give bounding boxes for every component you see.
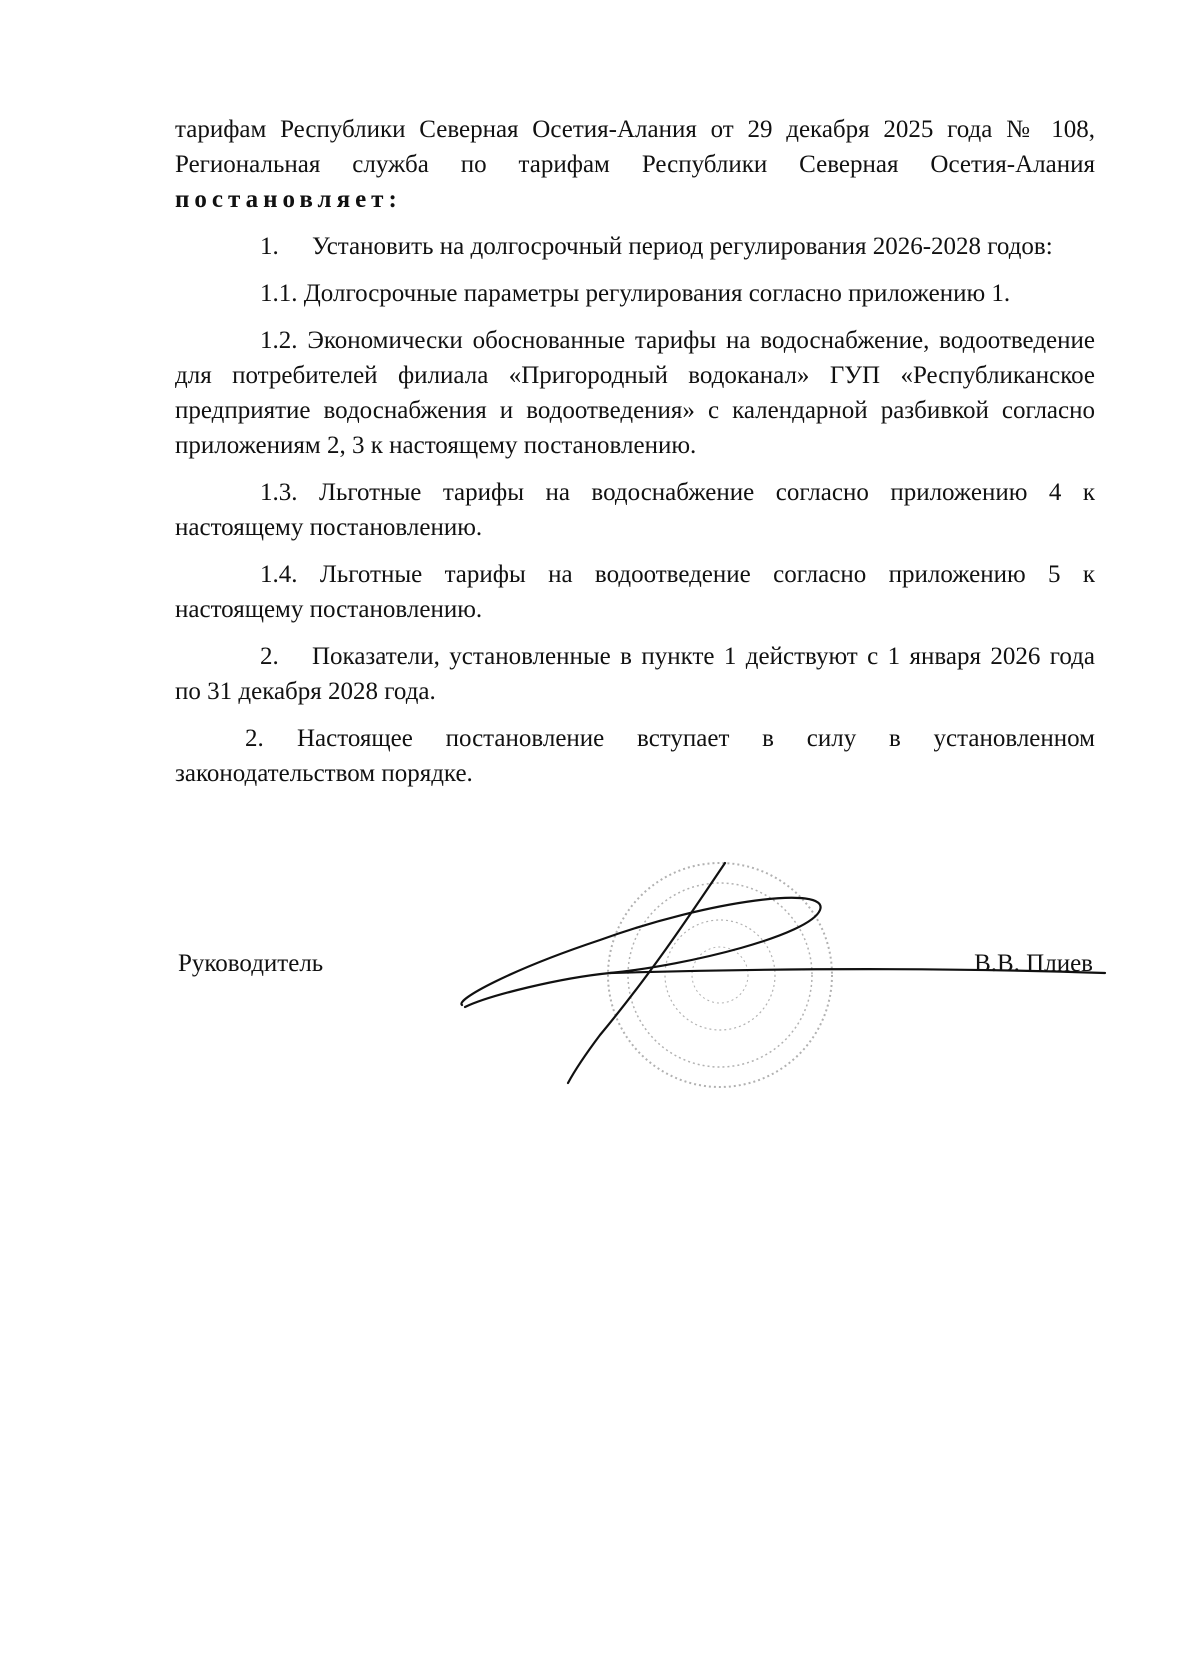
item-text: Показатели, установленные в пункте 1 действуют с 1 января 2026 года по 31 декабря 2028 года. bbox=[175, 643, 1095, 705]
item-text: Долгосрочные параметры регулирования согласно приложению 1. bbox=[303, 280, 1011, 307]
item-text: Экономически обоснованные тарифы на водоснабжение, водоотведение для потребителей филиала «Пригородный водоканал» ГУП «Республиканское предприятие водоснабжения и водоотведения» с календарной разбивкой согласно приложениям 2, 3 к настоящему постановлению. bbox=[175, 327, 1095, 459]
item-text: Установить на долгосрочный период регулирования 2026-2028 годов: bbox=[312, 233, 1053, 260]
item-number: 1.3. bbox=[260, 479, 298, 506]
item-1-2 bbox=[175, 323, 1095, 463]
item-1 bbox=[175, 229, 1095, 264]
item-2-validity bbox=[175, 639, 1095, 709]
document-body bbox=[175, 112, 1095, 803]
official-stamp bbox=[608, 863, 832, 1087]
item-number: 2. bbox=[245, 725, 264, 752]
item-number: 1.2. bbox=[260, 327, 298, 354]
item-1-3 bbox=[175, 475, 1095, 545]
signatory-name: В.В. Плиев bbox=[974, 950, 1093, 977]
item-text: Льготные тарифы на водоснабжение согласно приложению 4 к настоящему постановлению. bbox=[175, 479, 1096, 541]
item-number: 2. bbox=[260, 643, 279, 670]
item-number: 1.4. bbox=[260, 561, 298, 588]
item-1-1 bbox=[175, 276, 1095, 311]
resolves-word: постановляет: bbox=[175, 186, 402, 213]
signatory-position: Руководитель bbox=[178, 950, 324, 977]
item-2-effect bbox=[175, 721, 1095, 791]
item-number: 1. bbox=[260, 233, 279, 260]
item-text: Настоящее постановление вступает в силу в установленном законодательством порядке. bbox=[175, 725, 1095, 787]
item-number: 1.1. bbox=[260, 280, 298, 307]
item-1-4 bbox=[175, 557, 1095, 627]
intro-paragraph bbox=[175, 112, 1095, 217]
item-text: Льготные тарифы на водоотведение согласно приложению 5 к настоящему постановлению. bbox=[175, 561, 1096, 623]
intro-text: тарифам Республики Северная Осетия-Алания от 29 декабря 2025 года № 108, Региональная служба по тарифам Республики Северная Осетия-Алания bbox=[175, 116, 1095, 178]
